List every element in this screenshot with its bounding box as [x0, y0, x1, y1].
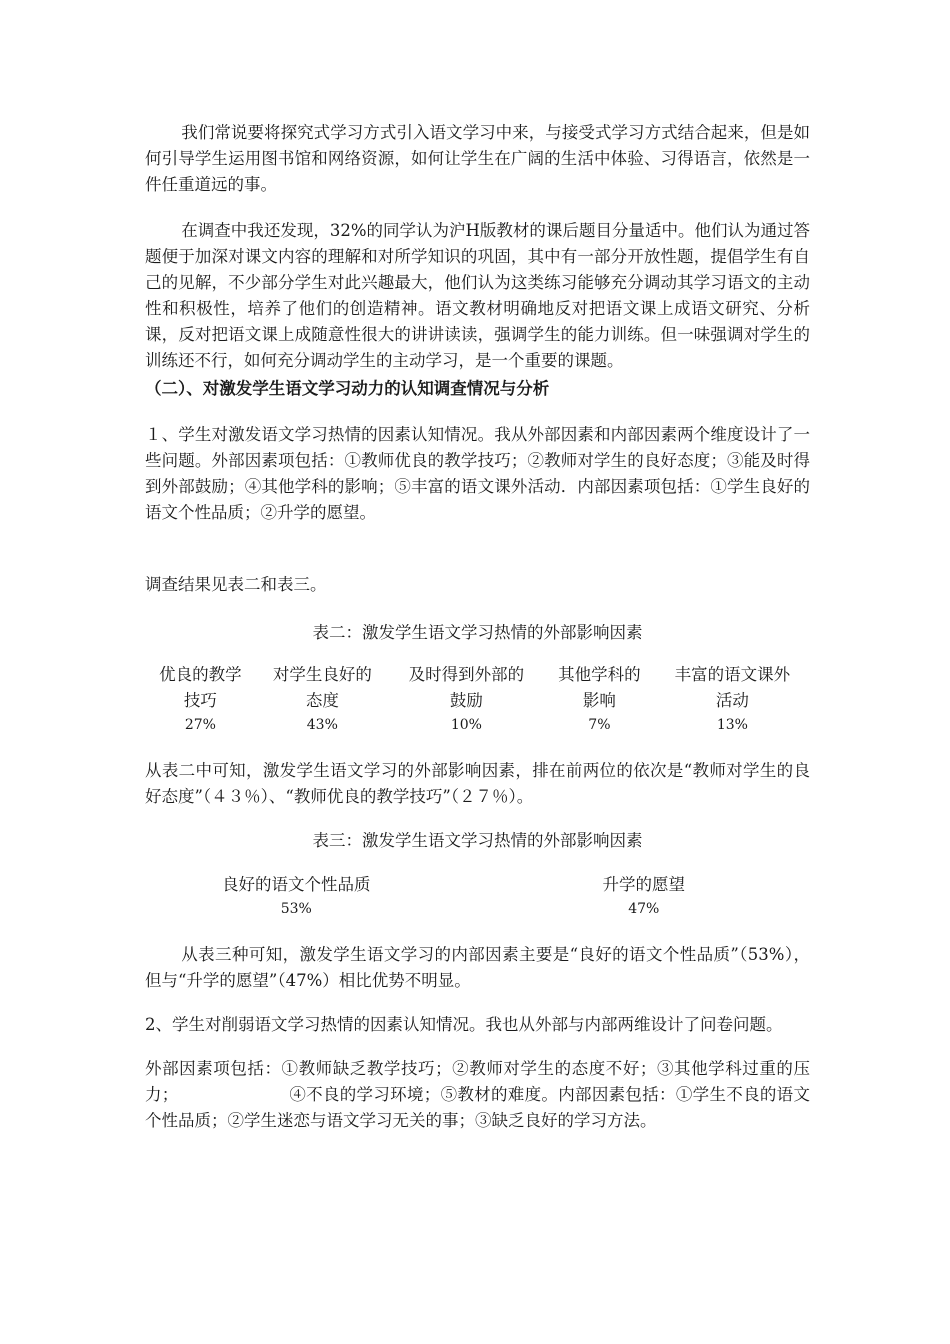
table2-cell: 优良的教学	[159, 665, 242, 684]
table3-cell: 良好的语文个性品质	[222, 875, 371, 894]
table2-caption: 表二：激发学生语文学习热情的外部影响因素	[312, 623, 643, 642]
paragraph-results-intro: 调查结果见表二和表三。	[145, 575, 327, 594]
table2-cell: 对学生良好的	[272, 665, 372, 684]
paragraph-inquiry-learning: 我们常说要将探究式学习方式引入语文学习中来，与接受式学习方式结合起来，但是如何引导学生运用图书馆和网络资源，如何让学生在广阔的生活中体验、习得语言，依然是一件任重道远的事。	[145, 123, 810, 194]
document-page	[145, 120, 810, 1134]
table3-row-label	[145, 872, 810, 898]
table2-cell: 丰富的语文课外	[674, 665, 791, 684]
table2-percent: 7%	[588, 717, 611, 733]
table2-cell: 态度	[305, 691, 339, 710]
table3-percent: 47%	[628, 901, 660, 917]
table3-percent: 53%	[280, 901, 312, 917]
table3-caption: 表三：激发学生语文学习热情的外部影响因素	[312, 831, 643, 850]
table2-row-label2	[145, 688, 810, 714]
paragraph-survey-findings: 在调查中我还发现，32%的同学认为沪H版教材的课后题目分量适中。他们认为通过答题便于加深对课文内容的理解和对所学知识的巩固，其中有一部分开放性题，提倡学生有自己的见解，不少部分学生对此兴趣最大，他们认为这类练习能够充分调动其学习语文的主动性和积极性，培养了他们的创造精神。语文教材明确地反对把语文课上成语文研究、分析课，反对把语文课上成随意性很大的讲讲读读，强调学生的能力训练。但一味强调对学生的训练还不行，如何充分调动学生的主动学习，是一个重要的课题。	[145, 221, 810, 370]
table3-row-percent	[145, 898, 810, 920]
table2	[145, 662, 810, 736]
table3	[145, 872, 810, 920]
table2-percent: 13%	[716, 717, 748, 733]
table2-percent: 27%	[184, 717, 216, 733]
table2-cell: 其他学科的	[558, 665, 641, 684]
table2-percent: 43%	[306, 717, 338, 733]
paragraph-weakening-factors: 2、学生对削弱语文学习热情的因素认知情况。我也从外部与内部两维设计了问卷问题。	[145, 1015, 783, 1034]
section-heading: （二）、对激发学生语文学习动力的认知调查情况与分析	[145, 379, 550, 398]
table2-cell: 技巧	[183, 691, 217, 710]
table2-cell: 影响	[582, 691, 616, 710]
table3-cell: 升学的愿望	[602, 875, 685, 894]
table2-cell: 鼓励	[449, 691, 483, 710]
table2-row-percent	[145, 714, 810, 736]
paragraph-factor-design: １、学生对激发语文学习热情的因素认知情况。我从外部因素和内部因素两个维度设计了一些问题。外部因素项包括：①教师优良的教学技巧；②教师对学生的良好态度；③能及时得到外部鼓励；④其他学科的影响；⑤丰富的语文课外活动．内部因素项包括：①学生良好的语文个性品质；②升学的愿望。	[145, 425, 810, 522]
table2-percent: 10%	[450, 717, 482, 733]
paragraph-external-internal-items: 外部因素项包括：①教师缺乏教学技巧；②教师对学生的态度不好；③其他学科过重的压力； ④不良的学习环境；⑤教材的难度。内部因素包括：①学生不良的语文个性品质；②学生迷恋与语文学习无关的事；③缺乏良好的学习方法。	[145, 1059, 810, 1130]
paragraph-table3-analysis: 从表三种可知，激发学生语文学习的内部因素主要是“良好的语文个性品质”（53%），但与“升学的愿望”（47%）相比优势不明显。	[145, 945, 810, 990]
table2-row-label1	[145, 662, 810, 688]
paragraph-table2-analysis: 从表二中可知，激发学生语文学习的外部影响因素，排在前两位的依次是“教师对学生的良好态度”（４３％）、“教师优良的教学技巧”（２７％）。	[145, 761, 810, 806]
table2-cell: 及时得到外部的	[408, 665, 525, 684]
table2-cell: 活动	[715, 691, 749, 710]
